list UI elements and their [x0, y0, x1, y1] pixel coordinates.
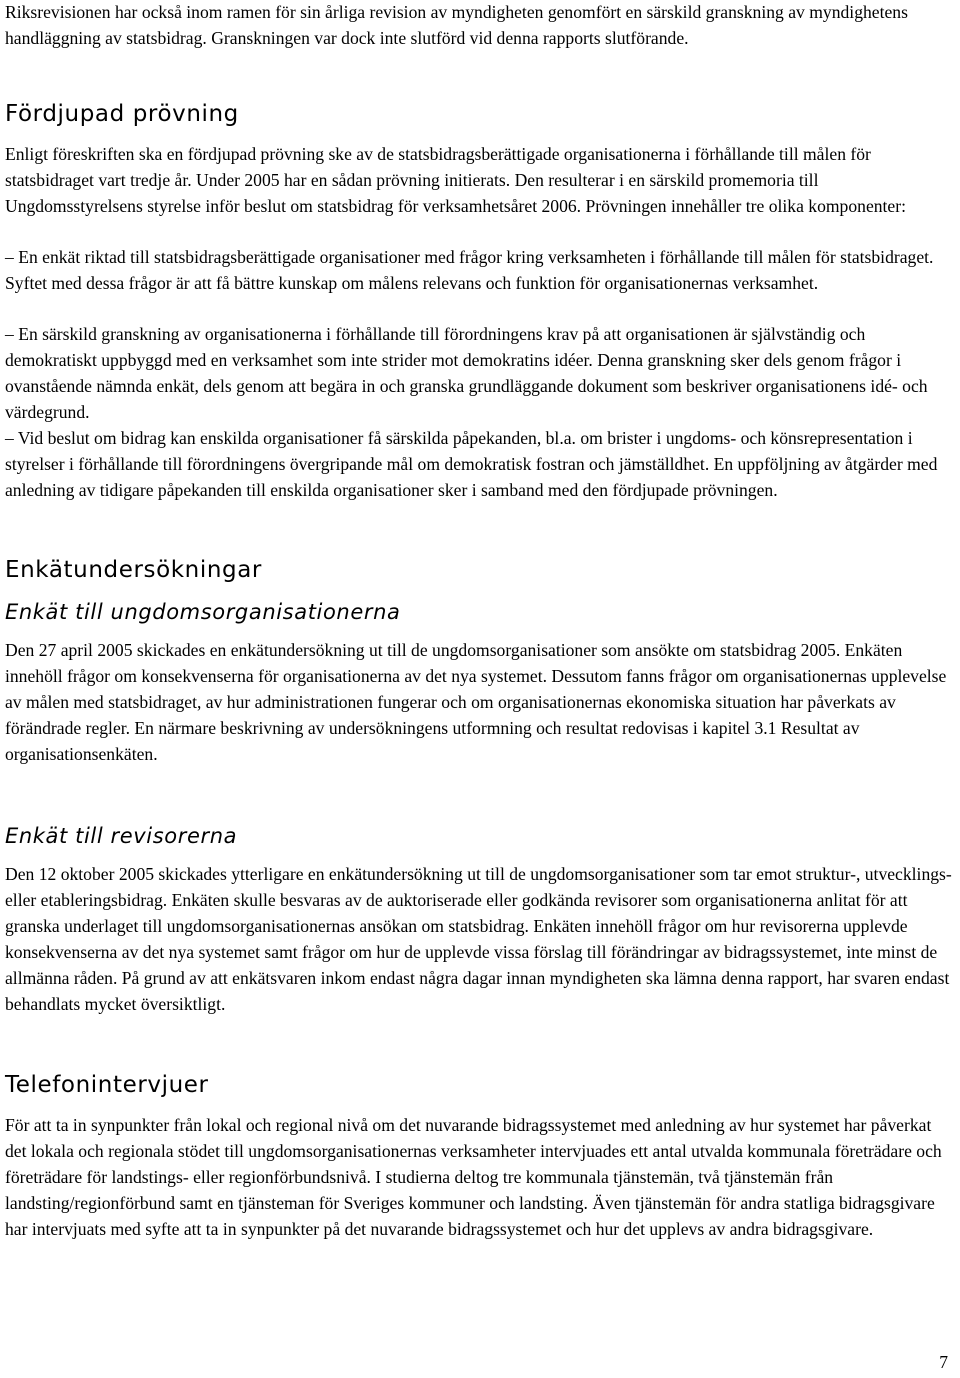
fordjupad-list-item-2: – En särskild granskning av organisationerna i förhållande till förordningens krav på att organisationen är självständig och demokratiskt uppbyggd med en verksamhet som inte strider mot demokratins idéer. Denna granskning sker dels genom frågor i ovanstående nämnda enkät, dels genom att begära in och granska grundläggande dokument som beskriver organisationens idé- och värdegrund. — [5, 324, 928, 422]
heading-telefonintervjuer: Telefonintervjuer — [5, 1072, 209, 1098]
fordjupad-list-item-3: – Vid beslut om bidrag kan enskilda organisationer få särskilda påpekanden, bl.a. om brister i ungdoms- och könsrepresentation i styrelser i förhållande till förordningens övergripande mål om demokratisk fostran och jämställdhet. En uppföljning av åtgärder med anledning av tidigare påpekanden till enskilda organisationer sker i samband med den fördjupade prövningen. — [5, 428, 938, 500]
fordjupad-paragraph: Enligt föreskriften ska en fördjupad prövning ske av de statsbidragsberättigade organisationerna i förhållande till målen för statsbidraget vart tredje år. Under 2005 har en sådan prövning initierats. Den resulterar i en särskild promemoria till Ungdomsstyrelsens styrelse inför beslut om statsbidrag för verksamhetsåret 2006. Prövningen innehåller tre olika komponenter: — [5, 144, 906, 216]
heading-enkatundersokningar: Enkätundersökningar — [5, 557, 262, 583]
fordjupad-list-item-1: – En enkät riktad till statsbidragsberättigade organisationer med frågor kring verksamheten i förhållande till målen för statsbidraget. Syftet med dessa frågor är att få bättre kunskap om målens relevans och funktion för organisationernas verksamhet. — [5, 247, 934, 293]
enkat-revisorerna-paragraph: Den 12 oktober 2005 skickades ytterligare en enkätundersökning ut till de ungdomsorganisationer som tar emot struktur-, utvecklings- eller etableringsbidrag. Enkäten skulle besvaras av de auktoriserade eller godkända revisorer som organisationerna anlitat för att granska underlaget till ungdomsorganisationernas ansökan om statsbidrag. Enkäten innehöll frågor om hur revisorerna upplevde konsekvenserna av det nya systemet samt frågor om hur de upplevde vissa förslag till förändringar av bidragssystemet, inte minst de allmänna råden. På grund av att enkätsvaren inkom endast några dagar innan myndigheten ska lämna denna rapport, har svaren endast behandlats mycket översiktligt. — [5, 864, 952, 1014]
heading-enkat-ungdomsorganisationerna: Enkät till ungdomsorganisationerna — [5, 600, 401, 624]
heading-enkat-revisorerna: Enkät till revisorerna — [5, 824, 238, 848]
heading-fordjupad-provning: Fördjupad prövning — [5, 101, 239, 127]
telefonintervjuer-paragraph: För att ta in synpunkter från lokal och regional nivå om det nuvarande bidragssystemet med anledning av hur systemet har påverkat det lokala och regionala stödet till ungdomsorganisationernas verksamheter intervjuades ett antal utvalda kommunala företrädare och företrädare för landstings- eller regionförbundsnivå. I studierna deltog tre kommunala tjänstemän, två tjänstemän från landsting/regionförbund samt en tjänsteman för Sveriges kommuner och landsting. Även tjänstemän för andra statliga bidragsgivare har intervjuats med syfte att ta in synpunkter på det nuvarande bidragssystemet och hur det upplevs av andra bidragsgivare. — [5, 1115, 942, 1239]
intro-paragraph: Riksrevisionen har också inom ramen för sin årliga revision av myndigheten genomfört en särskild granskning av myndighetens handläggning av statsbidrag. Granskningen var dock inte slutförd vid denna rapports slutförande. — [5, 2, 908, 48]
enkat-ungdomsorganisationerna-paragraph: Den 27 april 2005 skickades en enkätundersökning ut till de ungdomsorganisationer som ansökte om statsbidrag 2005. Enkäten innehöll frågor om konsekvenserna för organisationerna av det nya systemet. Dessutom fanns frågor om organisationernas upplevelse av målen med statsbidraget, av hur administrationen fungerar och om organisationernas ekonomiska situation har påverkats av förändrade regler. En närmare beskrivning av undersökningens utformning och resultat redovisas i kapitel 3.1 Resultat av organisationsenkäten. — [5, 640, 947, 764]
page-number: 7 — [939, 1352, 948, 1372]
